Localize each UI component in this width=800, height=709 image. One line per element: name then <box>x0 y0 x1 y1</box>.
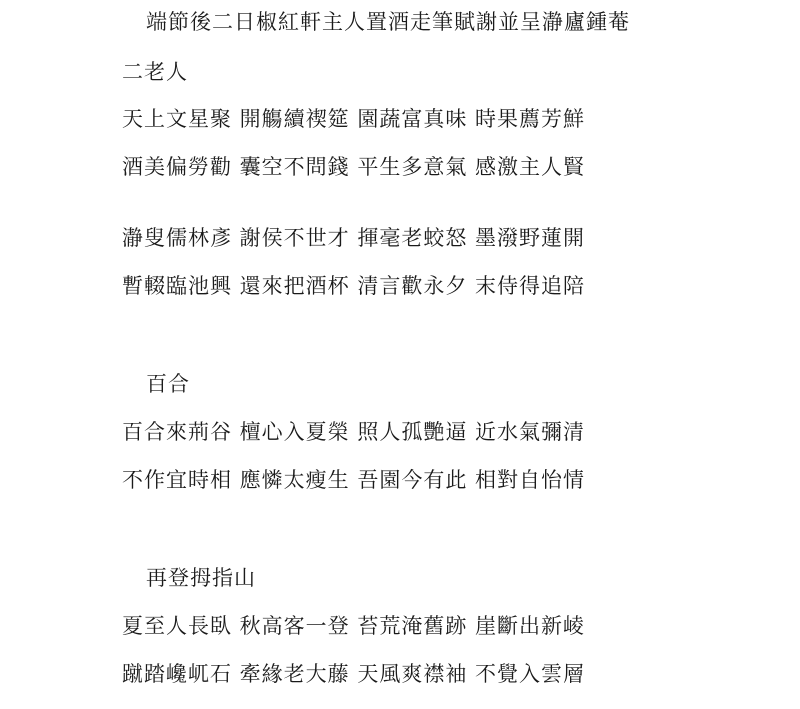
poem-line: 蹴踏巉屼石 牽緣老大藤 天風爽襟袖 不覺入雲層 <box>122 662 586 686</box>
poem-line: 酒美偏勞勸 囊空不問錢 平生多意氣 感激主人賢 <box>122 155 586 179</box>
poem-title: 端節後二日椒紅軒主人置酒走筆賦謝並呈瀞廬鍾菴 <box>146 10 630 34</box>
poem-line: 夏至人長臥 秋高客一登 苔荒淹舊跡 崖斷出新崚 <box>122 614 586 638</box>
poem-line: 不作宜時相 應憐太瘦生 吾園今有此 相對自怡情 <box>122 468 586 492</box>
poem-title: 再登拇指山 <box>146 566 256 590</box>
poem-line: 瀞叟儒林彥 謝侯不世才 揮毫老蛟怒 墨潑野蓮開 <box>122 226 586 250</box>
poem-line: 暫輟臨池興 還來把酒杯 清言歡永夕 末侍得追陪 <box>122 274 586 298</box>
poem-title: 百合 <box>146 372 190 396</box>
poem-title-continued: 二老人 <box>122 60 188 84</box>
poem-line: 天上文星聚 開觴續禊筵 園蔬富真味 時果薦芳鮮 <box>122 107 586 131</box>
poem-line: 百合來荊谷 檀心入夏榮 照人孤艷逼 近水氣彌清 <box>122 420 586 444</box>
